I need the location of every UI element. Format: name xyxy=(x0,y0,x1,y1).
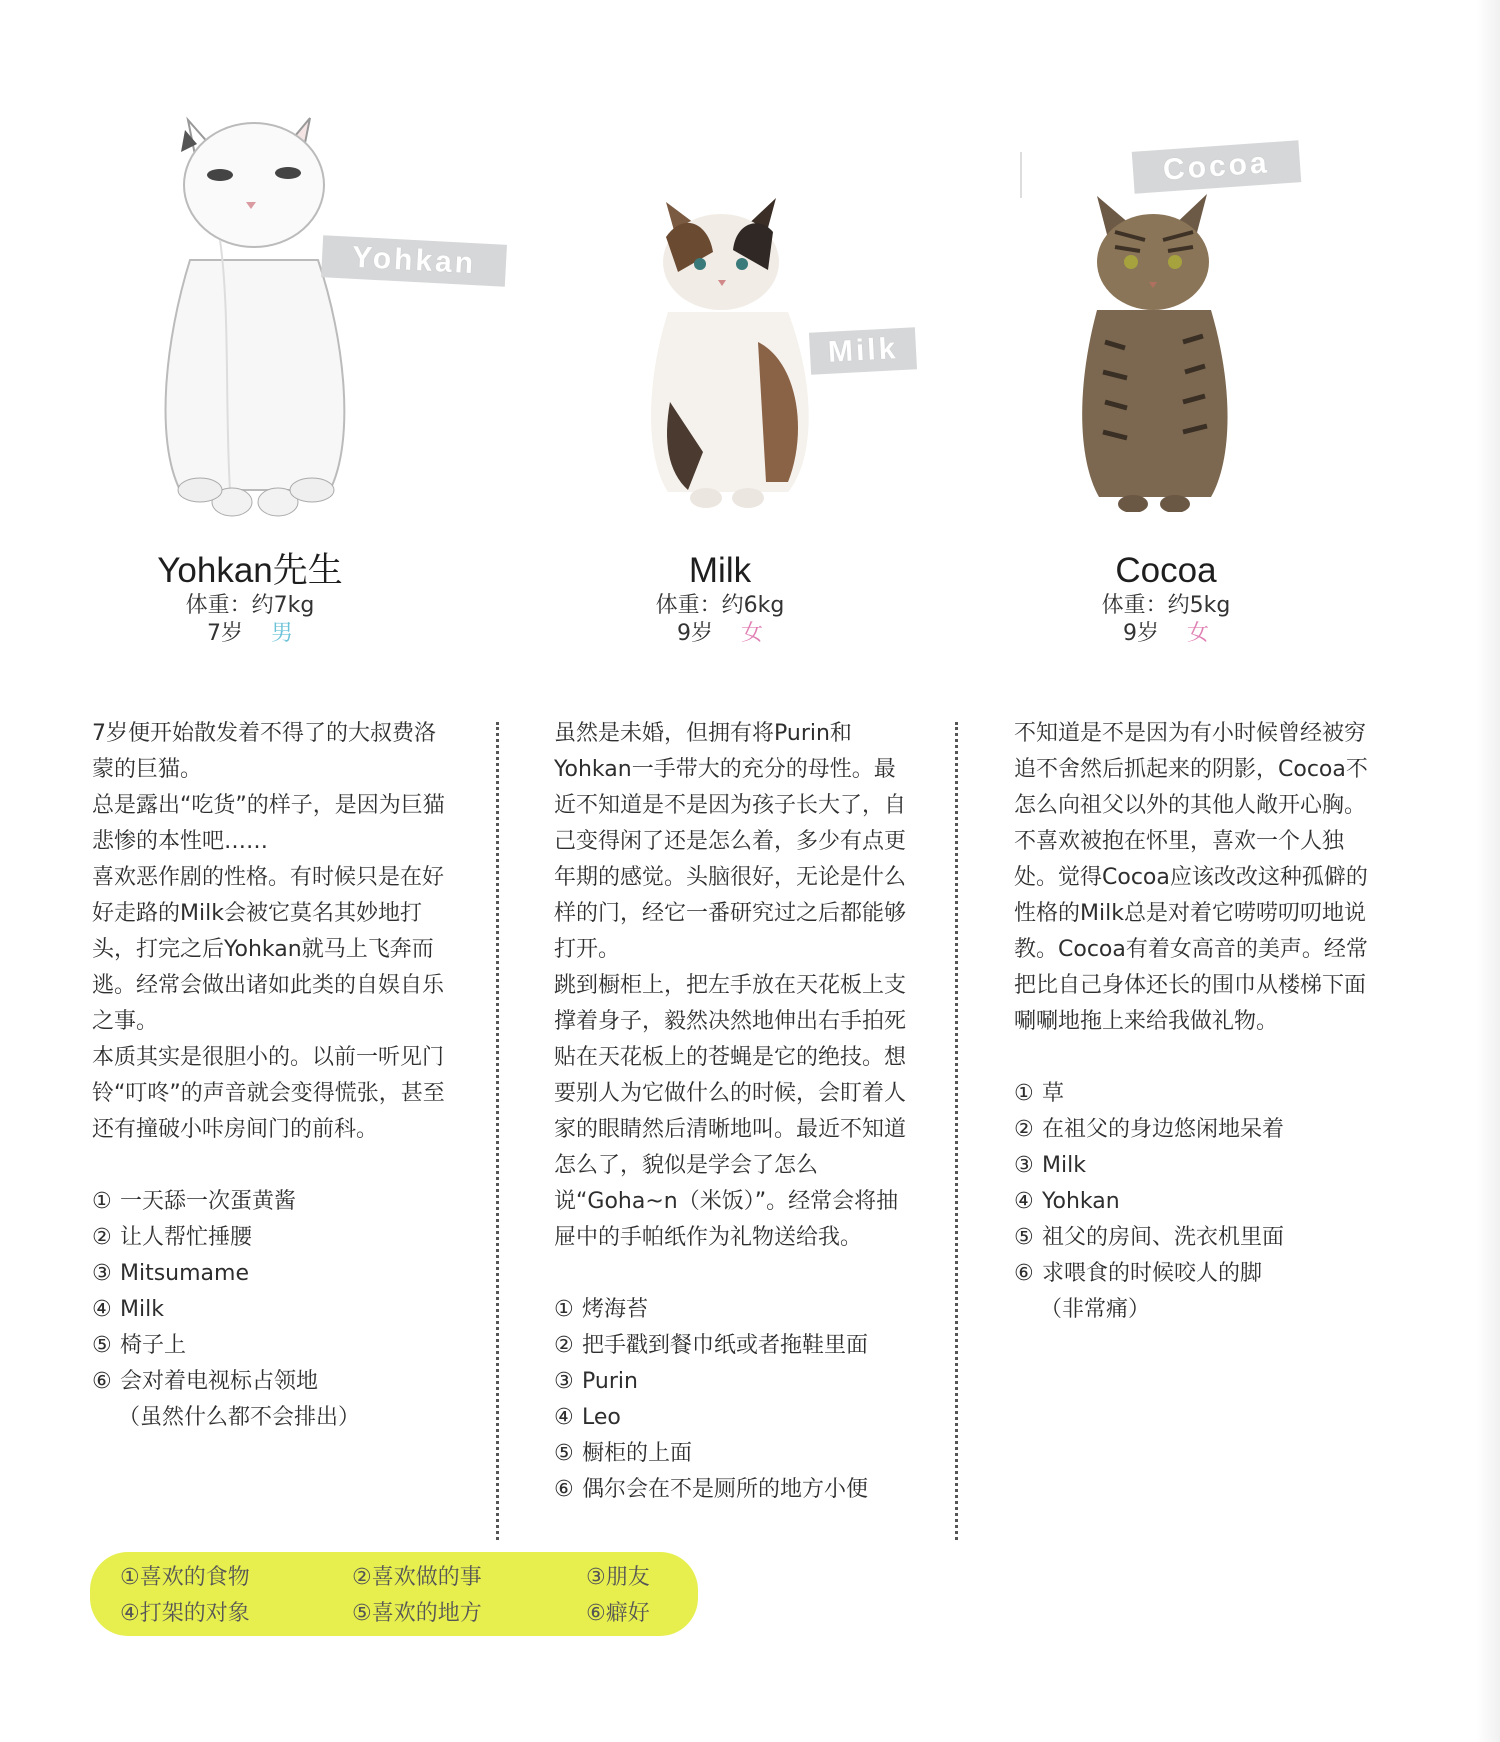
column-divider-left xyxy=(496,722,499,1540)
cocoa-answer-2: ② 在祖父的身边悠闲地呆着 xyxy=(1014,1117,1285,1142)
legend-item-2: ②喜欢做的事 xyxy=(352,1565,482,1590)
legend-item-3: ③朋友 xyxy=(586,1565,650,1590)
milk-answer-1: ① 烤海苔 xyxy=(554,1297,649,1322)
milk-column xyxy=(554,716,914,1508)
legend-item-5: ⑤喜欢的地方 xyxy=(352,1601,482,1626)
milk-desc-1: 虽然是未婚，但拥有将Purin和Yohkan一手带大的充分的母性。最近不知道是不是因为孩子长大了，自己变得闲了还是怎么着，多少有点更年期的感觉。头脑很好，无论是什么样的门，经它一番研究过之后都能够打开。 xyxy=(554,721,907,962)
yohkan-answer-3: ③ Mitsumame xyxy=(92,1261,250,1286)
yohkan-column xyxy=(92,716,452,1436)
cocoa-answer-1: ① 草 xyxy=(1014,1081,1065,1106)
yohkan-answer-2: ② 让人帮忙捶腰 xyxy=(92,1225,253,1250)
yohkan-desc-4: 本质其实是很胆小的。以前一听见门铃“叮咚”的声音就会变得慌张，甚至还有撞破小咔房间门的前科。 xyxy=(92,1045,445,1142)
legend-item-1: ①喜欢的食物 xyxy=(120,1565,250,1590)
cocoa-weight: 体重：约5kg xyxy=(1101,593,1231,618)
column-divider-right xyxy=(955,722,958,1540)
cocoa-answer-6: ⑥ 求喂食的时候咬人的脚 （非常痛） xyxy=(1014,1256,1374,1328)
cocoa-age-sex xyxy=(976,620,1356,648)
legend-item-4: ④打架的对象 xyxy=(120,1601,250,1626)
cocoa-desc-1: 不知道是不是因为有小时候曾经被穷追不舍然后抓起来的阴影，Cocoa不怎么向祖父以外的其他人敞开心胸。不喜欢被抱在怀里，喜欢一个人独处。觉得Cocoa应该改改这种孤僻的性格的Milk总是对着它唠唠叨叨地说教。Cocoa有着女高音的美声。经常把比自己身体还长的围巾从楼梯下面唰唰地拖上来给我做礼物。 xyxy=(1014,721,1368,1034)
yohkan-tag: Yohkan xyxy=(321,235,507,287)
yohkan-photo xyxy=(150,110,360,530)
cocoa-answer-5: ⑤ 祖父的房间、洗衣机里面 xyxy=(1014,1225,1285,1250)
milk-tag: Milk xyxy=(809,327,917,375)
yohkan-desc-2: 总是露出“吃货”的样子，是因为巨猫悲惨的本性吧…… xyxy=(92,793,445,854)
yohkan-age-sex xyxy=(60,620,440,648)
yohkan-profile xyxy=(60,550,440,648)
yohkan-answer-4: ④ Milk xyxy=(92,1297,164,1322)
yohkan-answer-6-note: （虽然什么都不会排出） xyxy=(118,1405,361,1430)
cocoa-answer-4: ④ Yohkan xyxy=(1014,1189,1120,1214)
milk-answer-2: ② 把手戳到餐巾纸或者拖鞋里面 xyxy=(554,1333,869,1358)
legend-item-6: ⑥癖好 xyxy=(586,1601,650,1626)
legend-box xyxy=(90,1552,698,1636)
cocoa-sex: 女 xyxy=(1186,621,1209,646)
cocoa-age: 9岁 xyxy=(1122,621,1159,646)
yohkan-desc-1: 7岁便开始散发着不得了的大叔费洛蒙的巨猫。 xyxy=(92,721,436,782)
cocoa-answers xyxy=(1014,1076,1374,1328)
yohkan-weight: 体重：约7kg xyxy=(185,593,315,618)
milk-name: Milk xyxy=(688,551,752,590)
milk-answers xyxy=(554,1292,914,1508)
cocoa-answer-3: ③ Milk xyxy=(1014,1153,1086,1178)
yohkan-answer-6: ⑥ 会对着电视标占领地 （虽然什么都不会排出） xyxy=(92,1364,452,1436)
yohkan-answer-1: ① 一天舔一次蛋黄酱 xyxy=(92,1189,297,1214)
yohkan-age: 7岁 xyxy=(206,621,243,646)
milk-answer-3: ③ Purin xyxy=(554,1369,638,1394)
milk-answer-4: ④ Leo xyxy=(554,1405,621,1430)
yohkan-answer-5: ⑤ 椅子上 xyxy=(92,1333,187,1358)
cocoa-name: Cocoa xyxy=(1115,551,1217,590)
milk-age-sex xyxy=(530,620,910,648)
milk-profile xyxy=(530,550,910,648)
milk-sex: 女 xyxy=(740,621,763,646)
milk-age: 9岁 xyxy=(676,621,713,646)
milk-answer-6: ⑥ 偶尔会在不是厕所的地方小便 xyxy=(554,1477,869,1502)
cocoa-column xyxy=(1014,716,1374,1328)
page-edge-shadow xyxy=(1476,0,1500,1742)
yohkan-name: Yohkan先生 xyxy=(157,551,343,590)
milk-answer-5: ⑤ 橱柜的上面 xyxy=(554,1441,693,1466)
yohkan-desc-3: 喜欢恶作剧的性格。有时候只是在好好走路的Milk会被它莫名其妙地打头，打完之后Yohkan就马上飞奔而逃。经常会做出诸如此类的自娱自乐之事。 xyxy=(92,865,445,1034)
milk-weight: 体重：约6kg xyxy=(655,593,785,618)
milk-desc-2: 跳到橱柜上，把左手放在天花板上支撑着身子，毅然决然地伸出右手拍死贴在天花板上的苍蝇是它的绝技。想要别人为它做什么的时候，会盯着人家的眼睛然后清晰地叫。最近不知道怎么了，貌似是学会了怎么说“Goha~n（米饭）”。经常会将抽屉中的手帕纸作为礼物送给我。 xyxy=(554,973,907,1250)
yohkan-answers xyxy=(92,1184,452,1436)
cocoa-profile xyxy=(976,550,1356,648)
cocoa-photo xyxy=(1075,192,1255,512)
milk-photo xyxy=(648,192,828,512)
cocoa-tag-line xyxy=(1020,152,1022,198)
yohkan-sex: 男 xyxy=(270,621,293,646)
cocoa-answer-6-note: （非常痛） xyxy=(1040,1297,1151,1322)
cocoa-tag: Cocoa xyxy=(1132,140,1301,194)
